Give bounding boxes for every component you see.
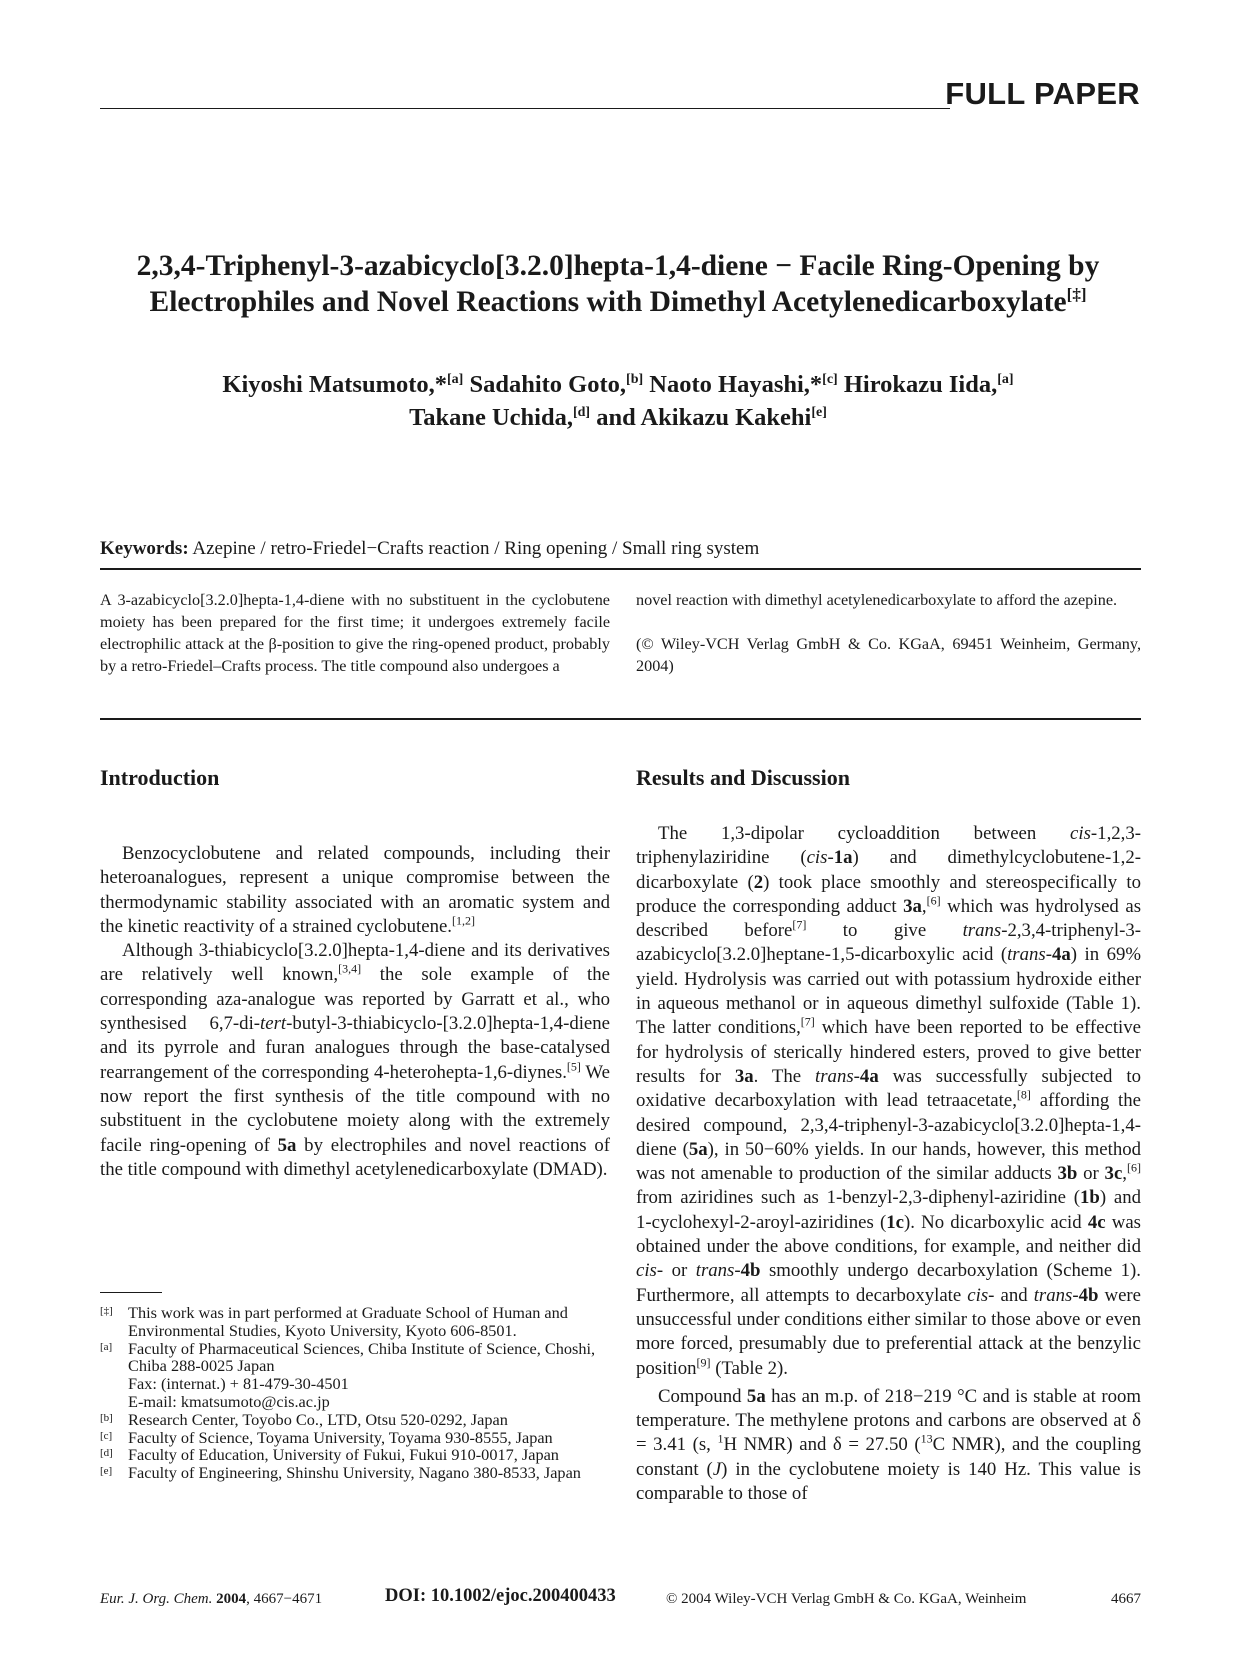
author: Takane Uchida, <box>409 404 573 431</box>
footer-copyright: © 2004 Wiley-VCH Verlag GmbH & Co. KGaA, Weinheim <box>666 1591 1027 1607</box>
footnote-mark: [d] <box>100 1447 113 1460</box>
introduction-body <box>100 842 610 1182</box>
keywords <box>100 538 1140 560</box>
footnote-mark: [a] <box>100 1340 113 1353</box>
doi: DOI: 10.1002/ejoc.200400433 <box>385 1586 616 1606</box>
journal-year: 2004 <box>216 1591 247 1607</box>
footnote <box>100 1340 620 1376</box>
author-affiliation: [e] <box>811 404 827 420</box>
abstract-right <box>636 589 1141 699</box>
footnote <box>100 1393 620 1411</box>
header-rule <box>100 108 950 109</box>
intro-paragraph: Benzocyclobutene and related compounds, including their heteroanalogues, represent a unique compromise between the thermodynamic stability associated with an aromatic system and the kinetic reactivity of a strained cyclobutene.[1,2] <box>100 843 610 937</box>
footnote-rule <box>100 1292 162 1293</box>
footnote-text: Faculty of Science, Toyama University, Toyama 930-8555, Japan <box>128 1427 553 1447</box>
page-number: 4667 <box>1111 1591 1141 1607</box>
footnote-mark <box>100 1393 128 1411</box>
author-affiliation: [a] <box>447 371 464 387</box>
footnote <box>100 1464 620 1482</box>
abstract-continuation: novel reaction with dimethyl acetylenedicarboxylate to afford the azepine. <box>636 591 1118 609</box>
abstract-left: A 3-azabicyclo[3.2.0]hepta-1,4-diene with no substituent in the cyclobutene moiety has been prepared for the first time; it undergoes extremely facile electrophilic attack at the β-position to give the ring-opened product, probably by a retro-Friedel–Crafts process. The title compound also undergoes a <box>100 591 610 675</box>
journal-pages: , 4667−4671 <box>246 1591 323 1607</box>
journal-citation <box>100 1591 322 1608</box>
author: Kiyoshi Matsumoto,* <box>222 371 448 398</box>
footnotes <box>100 1304 620 1482</box>
footnote <box>100 1304 620 1340</box>
footnote-mark: [‡] <box>100 1305 113 1317</box>
author-affiliation: [d] <box>572 404 591 420</box>
footnote-mark <box>100 1375 128 1393</box>
abstract-rule-top <box>100 568 1141 570</box>
footnote-text: Faculty of Education, University of Fukui, Fukui 910-0017, Japan <box>128 1445 559 1465</box>
introduction-heading: Introduction <box>100 765 220 790</box>
footnote-fax: Fax: (internat.) + 81-479-30-4501 <box>128 1374 349 1394</box>
author: and Akikazu Kakehi <box>596 404 812 431</box>
author-affiliation: [b] <box>626 371 644 387</box>
author-affiliation: [c] <box>822 371 838 387</box>
footnote-text: Faculty of Engineering, Shinshu University, Nagano 380-8533, Japan <box>128 1463 581 1483</box>
footnote-text: This work was in part performed at Graduate School of Human and Environmental Studies, Kyoto University, Kyoto 606-8501. <box>128 1303 568 1340</box>
results-heading: Results and Discussion <box>636 765 850 790</box>
footnote <box>100 1446 620 1464</box>
intro-paragraph: Although 3-thiabicyclo[3.2.0]hepta-1,4-diene and its derivatives are relatively well known,[3,4] the sole example of the corresponding aza-analogue was reported by Garratt et al., who synthesised 6,7-di-tert-butyl-3-thiabicyclo-[3.2.0]hepta-1,4-diene and its pyrrole and furan analogues through the base-catalysed rearrangement of the corresponding 4-heterohepta-1,6-diynes.[5] We now report the first synthesis of the title compound with no substituent in the cyclobutene moiety along with the extremely facile ring-opening of 5a by electrophiles and novel reactions of the title compound with dimethyl acetylenedicarboxylate (DMAD). <box>100 940 610 1180</box>
section-label: FULL PAPER <box>945 76 1140 111</box>
keywords-label: Keywords: <box>100 538 189 559</box>
abstract-rule-bottom <box>100 718 1141 720</box>
footnote <box>100 1375 620 1393</box>
results-paragraph: Compound 5a has an m.p. of 218−219 °C and is stable at room temperature. The methylene protons and carbons are observed at δ = 3.41 (s, $^1$H NMR) and δ = 27.50 ($^{13}$C NMR), and the coupling constant (J) in the cyclobutene moiety is 140 Hz. This value is comparable to those of <box>636 1385 1141 1505</box>
abstract-copyright: (© Wiley-VCH Verlag GmbH & Co. KGaA, 69451 Weinheim, Germany, 2004) <box>636 635 1141 675</box>
footnote <box>100 1429 620 1447</box>
author: Sadahito Goto, <box>469 371 627 398</box>
footnote-mark: [e] <box>100 1465 113 1478</box>
author-affiliation: [a] <box>997 371 1014 387</box>
author: Hirokazu Iida, <box>843 371 998 398</box>
journal-name: Eur. J. Org. Chem. <box>100 1591 213 1607</box>
footnote <box>100 1411 620 1429</box>
footnote-text: Faculty of Pharmaceutical Sciences, Chiba Institute of Science, Choshi, Chiba 288-0025 Japan <box>128 1338 596 1376</box>
author-list <box>100 368 1136 434</box>
keywords-text: Azepine / retro-Friedel−Crafts reaction / Ring opening / Small ring system <box>192 538 760 559</box>
footnote-mark: [b] <box>100 1411 113 1424</box>
results-body <box>636 822 1141 1506</box>
title-text: 2,3,4-Triphenyl-3-azabicyclo[3.2.0]hepta-1,4-diene − Facile Ring-Opening by Electrophiles and Novel Reactions with Dimethyl Acetylenedicarboxylate <box>136 250 1100 318</box>
footnote-mark: [c] <box>100 1429 113 1442</box>
footnote-email: E-mail: kmatsumoto@cis.ac.jp <box>128 1391 330 1411</box>
author: Naoto Hayashi,* <box>649 371 823 398</box>
footnote-text: Research Center, Toyobo Co., LTD, Otsu 520-0292, Japan <box>128 1409 508 1429</box>
title-footnote-mark: [‡] <box>1066 285 1087 305</box>
results-paragraph: The 1,3-dipolar cycloaddition between cis-1,2,3-triphenylaziridine (cis-1a) and dimethylcyclobutene-1,2-dicarboxylate (2) took place smoothly and stereospecifically to produce the corresponding adduct 3a,[6] which was hydrolysed as described before[7] to give trans-2,3,4-triphenyl-3-azabicyclo[3.2.0]heptane-1,5-dicarboxylic acid (trans-4a) in 69% yield. Hydrolysis was carried out with potassium hydroxide either in aqueous methanol or in aqueous dimethyl sulfoxide (Table 1). The latter conditions,[7] which have been reported to be effective for hydrolysis of sterically hindered esters, proved to give better results for 3a. The trans-4a was successfully subjected to oxidative decarboxylation with lead tetraacetate,[8] affording the desired compound, 2,3,4-triphenyl-3-azabicyclo[3.2.0]hepta-1,4-diene (5a), in 50−60% yields. In our hands, however, this method was not amenable to production of the similar adducts 3b or 3c,[6] from aziridines such as 1-benzyl-2,3-diphenyl-aziridine (1b) and 1-cyclohexyl-2-aroyl-aziridines (1c). No dicarboxylic acid 4c was obtained under the above conditions, for example, and neither did cis- or trans-4b smoothly undergo decarboxylation (Scheme 1). Furthermore, all attempts to decarboxylate cis- and trans-4b were unsuccessful under conditions either similar to those above or even more forced, presumably due to preferential attack at the benzylic position[9] (Table 2). <box>636 823 1142 1379</box>
paper-title <box>100 248 1136 320</box>
